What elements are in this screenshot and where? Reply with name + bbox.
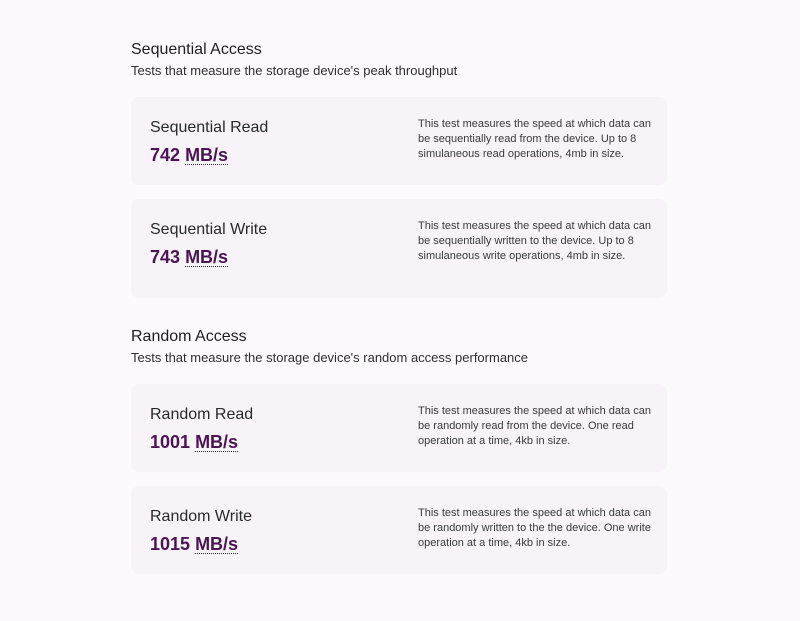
- test-result: [150, 144, 268, 166]
- result-value: 742: [150, 145, 181, 165]
- section-subtitle: Tests that measure the storage device's peak throughput: [131, 63, 458, 78]
- result-unit[interactable]: MB/s: [195, 432, 239, 452]
- test-name: Random Read: [150, 406, 254, 423]
- section-title: Sequential Access: [131, 41, 262, 58]
- test-result: [150, 246, 267, 268]
- result-value: 743: [150, 247, 181, 267]
- random-read-card: [131, 384, 667, 472]
- test-description: This test measures the speed at which data can be sequentially written to the device. Up to 8 simulaneous write operations, 4mb in size.: [418, 220, 651, 262]
- test-result: [150, 431, 253, 453]
- sequential-read-card: [131, 97, 667, 185]
- test-description: This test measures the speed at which data can be randomly read from the device. One read operation at a time, 4kb in size.: [418, 405, 651, 447]
- test-name: Sequential Read: [150, 119, 269, 136]
- test-name: Sequential Write: [150, 221, 268, 238]
- result-value: 1015: [150, 534, 191, 554]
- section-title: Random Access: [131, 328, 247, 345]
- test-name: Random Write: [150, 508, 252, 525]
- test-description: This test measures the speed at which data can be sequentially read from the device. Up to 8 simulaneous read operations, 4mb in size.: [418, 118, 651, 160]
- test-description: This test measures the speed at which data can be randomly written to the the device. One write operation at a time, 4kb in size.: [418, 507, 651, 549]
- result-unit[interactable]: MB/s: [195, 534, 239, 554]
- sequential-access-section: [131, 40, 667, 312]
- result-unit[interactable]: MB/s: [185, 145, 229, 165]
- result-unit[interactable]: MB/s: [185, 247, 229, 267]
- section-subtitle: Tests that measure the storage device's random access performance: [131, 350, 529, 365]
- random-write-card: [131, 486, 667, 574]
- random-access-section: [131, 327, 667, 588]
- test-result: [150, 533, 252, 555]
- result-value: 1001: [150, 432, 191, 452]
- sequential-write-card: [131, 199, 667, 298]
